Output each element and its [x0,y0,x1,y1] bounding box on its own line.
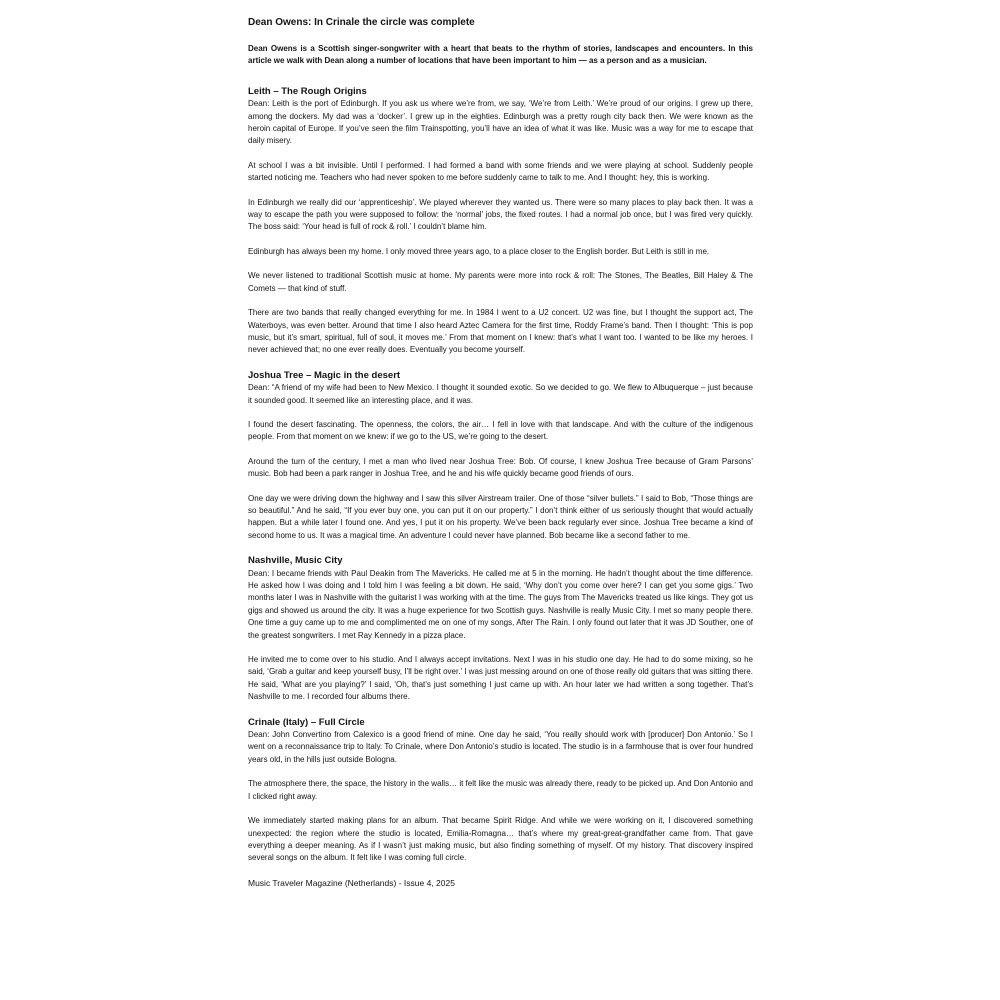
article-footer: Music Traveler Magazine (Netherlands) - Issue 4, 2025 [248,877,455,888]
section-heading: Crinale (Italy) – Full Circle [248,716,365,728]
section-heading: Leith – The Rough Origins [248,85,367,97]
section-leith [248,86,753,357]
section-heading: Nashville, Music City [248,555,343,567]
paragraph: Dean: John Convertino from Calexico is a good friend of mine. One day he said, ‘You really should work with [producer] Don Antonio.’ So I went on a reconnaissance trip to Italy. To Crinale, where Don Antonio’s studio is located. The studio is in a farmhouse that is over four hundred years old, in the hills just outside Bologna. [248,730,753,764]
paragraph: Dean: Leith is the port of Edinburgh. If you ask us where we’re from, we say, ‘We’re from Leith.’ We’re proud of our origins. I grew up there, among the dockers. My dad was a ‘docker’. I grew up in the eighties. Edinburgh was a pretty rough city back then. We were known as the heroin capital of Europe. If you’ve seen the film Trainspotting, you’ll have an idea of what it was like. Music was a way for me to escape that daily misery. [248,99,753,146]
paragraph: He invited me to come over to his studio. And I always accept invitations. Next I was in his studio one day. He had to do some mixing, so he said, ‘Grab a guitar and keep yourself busy, I’ll be right over.’ I was just messing around on one of those really old guitars that was sitting there. He said, ‘What are you playing?’ I said, ‘Oh, that’s just something I just came up with. An hour later we had written a song together. That’s Nashville to me. I recorded four albums there. [248,655,753,702]
paragraph: Edinburgh has always been my home. I only moved three years ago, to a place closer to the English border. But Leith is still in me. [248,246,710,256]
section-joshua-tree [248,370,753,542]
paragraph: Around the turn of the century, I met a man who lived near Joshua Tree: Bob. Of course, I knew Joshua Tree because of Gram Parsons’ music. Bob had been a park ranger in Joshua Tree, and he and his wife quickly became good friends of ours. [248,456,753,479]
paragraph: At school I was a bit invisible. Until I performed. I had formed a band with some friends and we were playing at school. Suddenly people started noticing me. Teachers who had never spoken to me before suddenly came to talk to me. And I thought: hey, this is working. [248,160,753,183]
paragraph: There are two bands that really changed everything for me. In 1984 I went to a U2 concert. U2 was fine, but I thought the support act, The Waterboys, was even better. Around that time I also heard Aztec Camera for the first time, Roddy Frame’s band. Then I thought: ‘This is pop music, but it’s smart, spiritual, full of soul, it moves me.’ From that moment on I knew: that’s what I want too. I wanted to be like my heroes. I never achieved that; no one ever really does. Eventually you become yourself. [248,308,753,355]
article [248,17,753,889]
paragraph: We immediately started making plans for an album. That became Spirit Ridge. And while we were working on it, I discovered something unexpected: the region where the studio is located, Emilia-Romagna… that’s where my great-great-grandfather came from. That gave everything a deeper meaning. As if I wasn’t just making music, but also finding something of myself. Of my history. That discovery inspired several songs on the album. It felt like I was coming full circle. [248,816,753,863]
article-intro: Dean Owens is a Scottish singer-songwriter with a heart that beats to the rhythm of stories, landscapes and encounters. In this article we walk with Dean along a number of locations that have been important to him — as a person and as a musician. [248,44,753,66]
paragraph: One day we were driving down the highway and I saw this silver Airstream trailer. One of those “silver bullets.” I said to Bob, “Those things are so beautiful.” And he said, “If you ever buy one, you can put it on our property.” I don’t think either of us seriously thought that would actually happen. But a while later I found one. And yes, I put it on his property. We’ve been back regularly ever since. Joshua Tree became a kind of second home to us. It was a magical time. An adventure I could never have planned. Bob became like a second father to me. [248,493,753,540]
section-heading: Joshua Tree – Magic in the desert [248,369,401,381]
paragraph: We never listened to traditional Scottish music at home. My parents were more into rock & roll: The Stones, The Beatles, Bill Haley & The Comets — that kind of stuff. [248,271,753,293]
paragraph: I found the desert fascinating. The openness, the colors, the air… I fell in love with that landscape. And with the culture of the indigenous people. From that moment on we knew: if we go to the US, we’re going to the desert. [248,419,753,442]
section-nashville [248,555,753,703]
section-crinale [248,717,753,865]
paragraph: Dean: I became friends with Paul Deakin from The Mavericks. He called me at 5 in the morning. He hadn’t thought about the time difference. He asked how I was doing and I told him I was feeling a bit down. He said, ‘Why don’t you come over here? I can get you some gigs.’ Two months later I was in Nashville with the guitarist I was working with at the time. The guys from The Mavericks treated us like kings. They got us gigs and showed us around the city. It was a huge experience for two Scottish guys. Nashville is really Music City. I met so many people there. One time a guy came up to me and complimented me on one of my songs, After The Rain. I only found out later that it was JD Souther, one of the greatest songwriters. I met Ray Kennedy in a pizza place. [248,568,753,640]
paragraph: Dean: “A friend of my wife had been to New Mexico. I thought it sounded exotic. So we decided to go. We flew to Albuquerque – just because it sounded good. It seemed like an interesting place, and it was. [248,383,753,405]
article-title: Dean Owens: In Crinale the circle was complete [248,17,475,28]
paragraph: In Edinburgh we really did our ‘apprenticeship’. We played wherever they wanted us. There were so many places to play back then. It was a way to escape the path you were supposed to follow: the ‘normal’ jobs, the fixed routes. I had a normal job once, but I was fired very quickly. The boss said: ‘Your head is full of rock & roll.’ I couldn’t blame him. [248,197,753,232]
paragraph: The atmosphere there, the space, the history in the walls… it felt like the music was already there, ready to be picked up. And Don Antonio and I clicked right away. [248,779,753,801]
